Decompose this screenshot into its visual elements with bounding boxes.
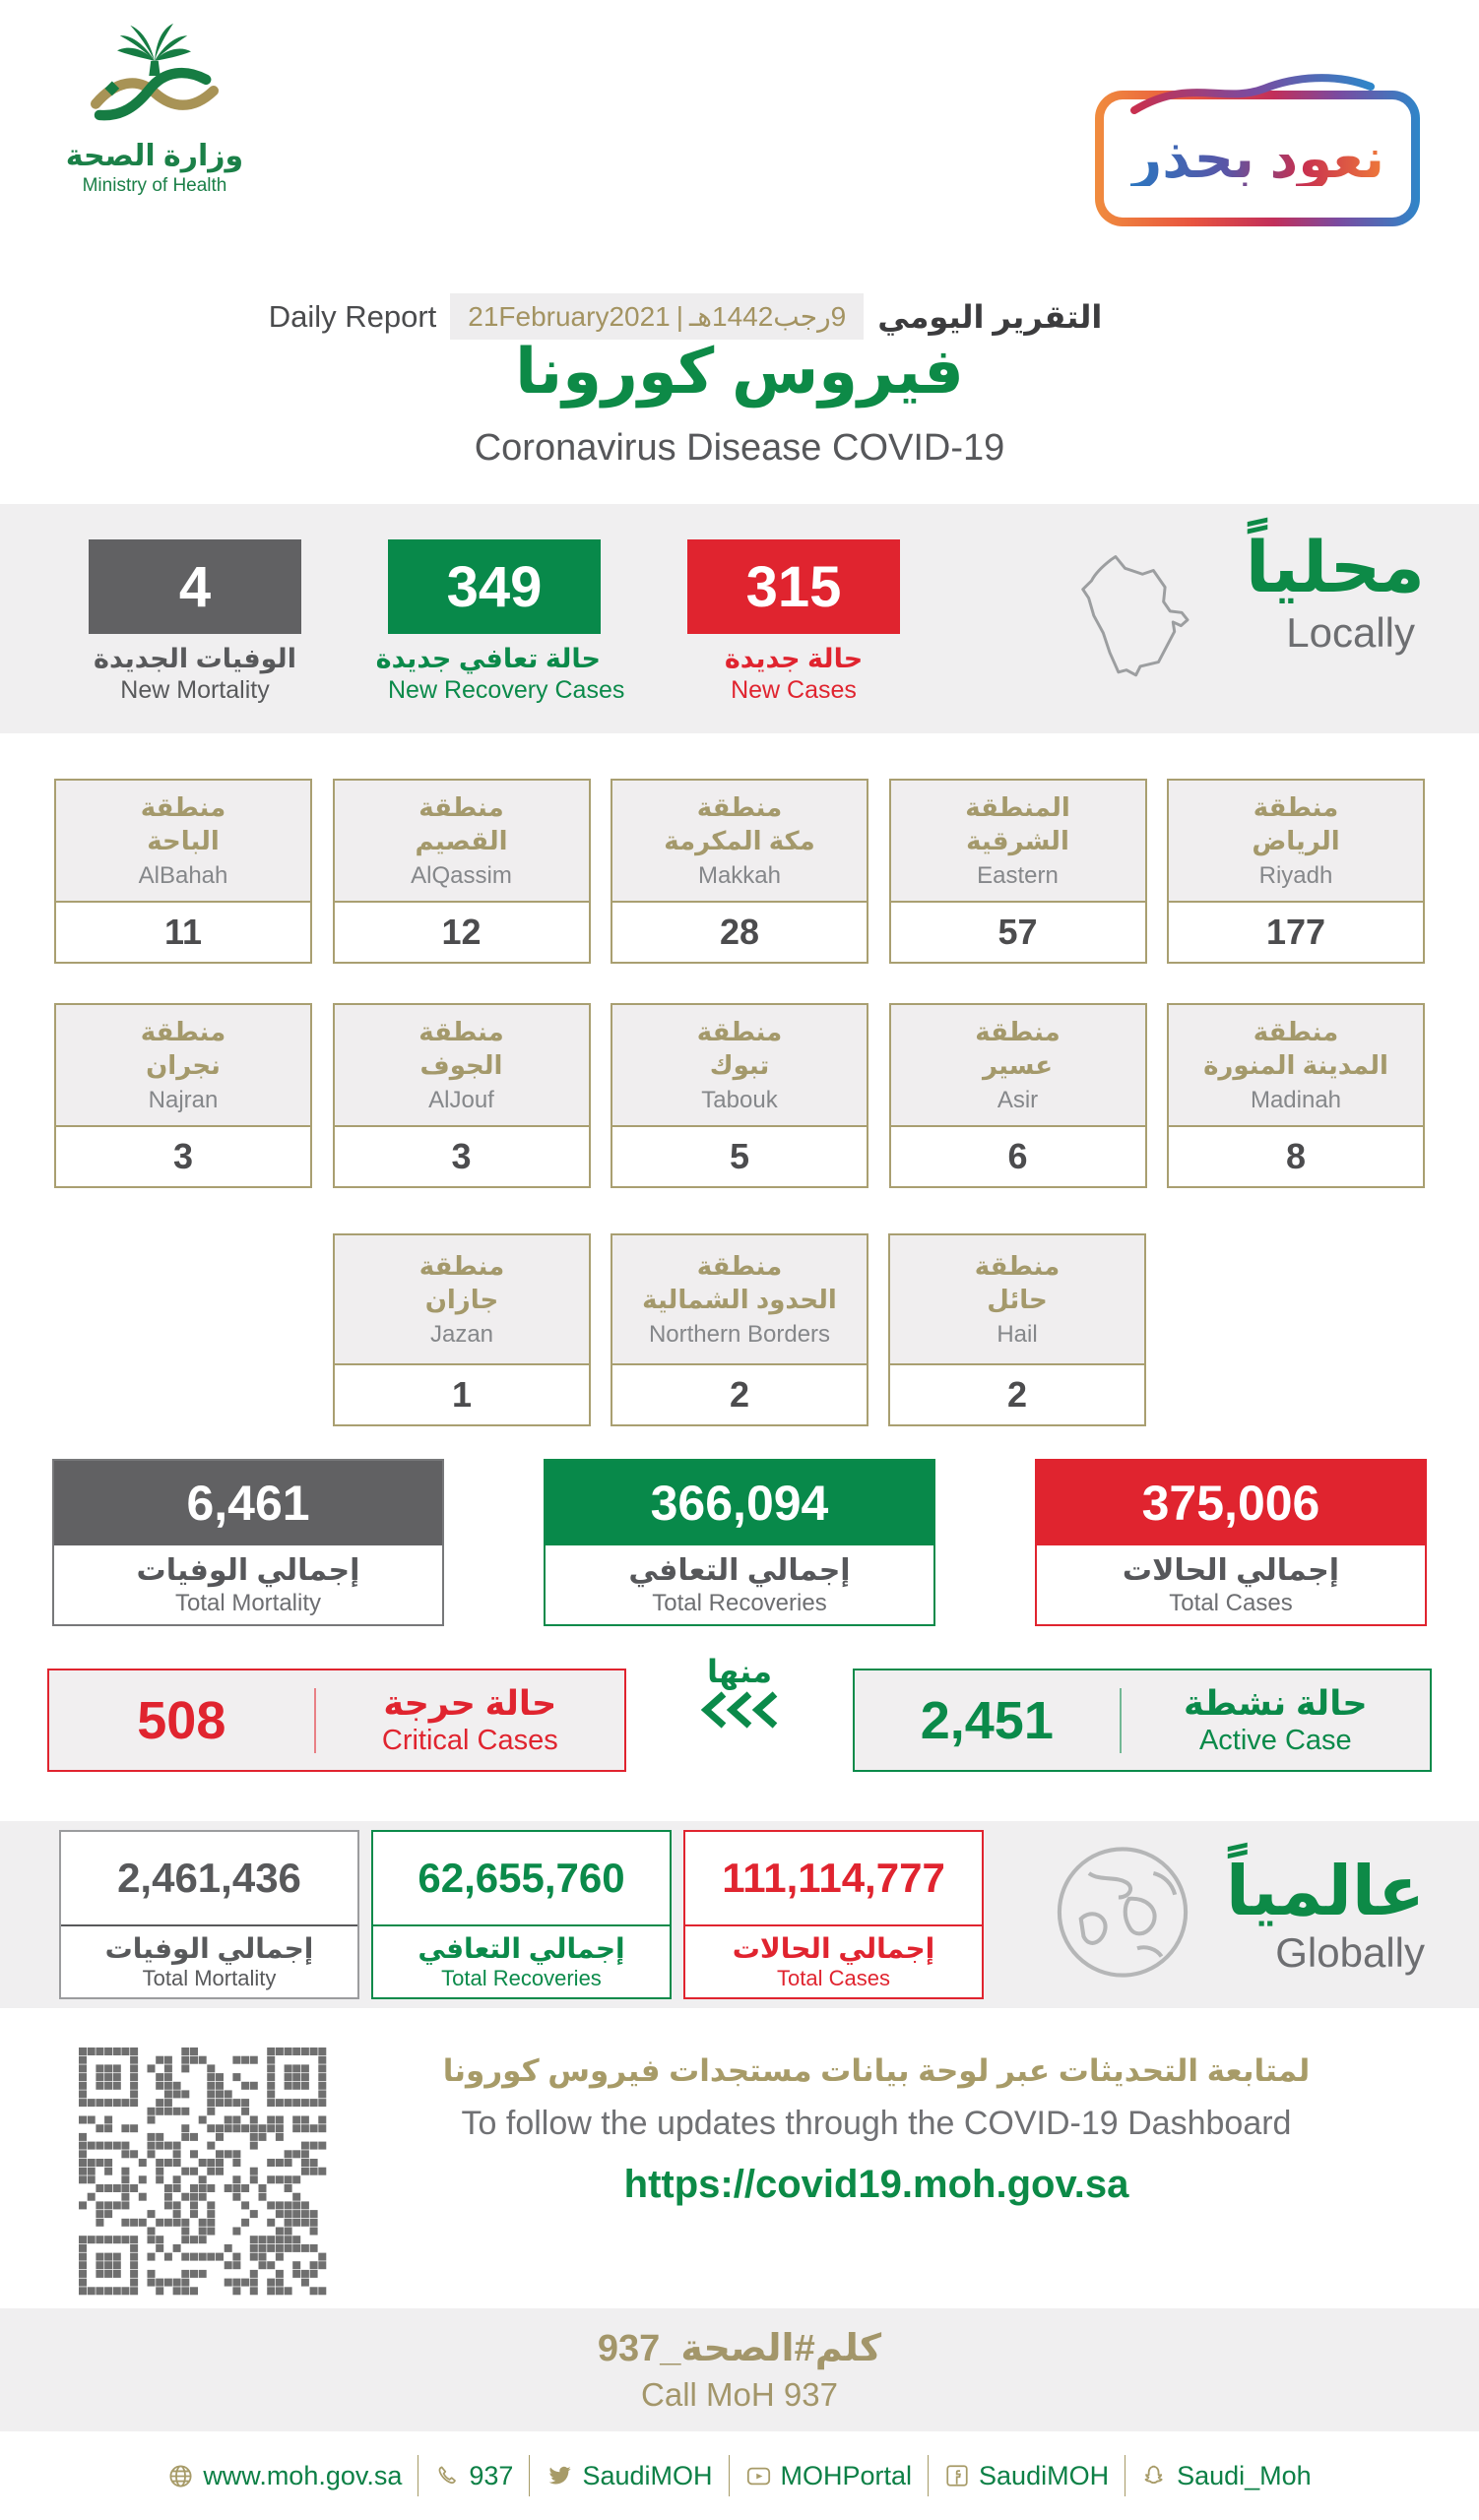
region-en-name: AlQassim — [411, 862, 512, 890]
critical-cases-label-en: Critical Cases — [381, 1724, 558, 1756]
phone-icon — [434, 2463, 460, 2488]
report-title-row — [0, 293, 1425, 340]
region-ar-line2: مكة المكرمة — [664, 825, 815, 855]
region-card-hail — [888, 1233, 1146, 1426]
divider — [529, 2455, 530, 2496]
region-card-madinah — [1167, 1003, 1425, 1188]
region-card-makkah — [611, 779, 868, 964]
total-mortality-value: 6,461 — [54, 1461, 442, 1545]
date-separator: | — [675, 300, 684, 332]
footer-social-bar — [0, 2431, 1479, 2520]
locally-section — [0, 504, 1479, 733]
new-cases-value: 315 — [687, 539, 900, 634]
daily-report-label-en: Daily Report — [268, 298, 437, 334]
of-which-indicator — [626, 1653, 853, 1772]
report-date — [450, 293, 864, 340]
region-ar-line2: الشرقية — [966, 825, 1069, 855]
footer-youtube-label: MOHPortal — [780, 2460, 913, 2490]
regions-row-1 — [0, 779, 1479, 964]
region-ar-line1: منطقة — [974, 1250, 1061, 1281]
locally-heading-ar: محلياً — [1245, 529, 1425, 607]
critical-active-section — [0, 1654, 1479, 1772]
region-en-name: Madinah — [1250, 1087, 1342, 1114]
total-mortality-label-en: Total Mortality — [174, 1589, 322, 1616]
region-ar-line1: منطقة — [418, 1016, 504, 1046]
moh-palm-icon — [81, 22, 228, 132]
region-ar-line2: الرياض — [1252, 825, 1340, 855]
region-card-alqassim — [333, 779, 591, 964]
page-title-arabic: فيروس كورونا — [515, 336, 964, 407]
dashboard-line-en: To follow the updates through the COVID-19 Dashboard — [461, 2105, 1292, 2142]
locally-heading-en: Locally — [1286, 609, 1415, 657]
divider — [928, 2455, 929, 2496]
left-chevrons-icon — [698, 1690, 781, 1730]
region-card-northern-borders — [611, 1233, 868, 1426]
critical-cases-box — [47, 1669, 626, 1772]
header-section — [0, 0, 1479, 504]
region-card-eastern — [889, 779, 1147, 964]
region-value: 2 — [612, 1365, 867, 1424]
region-value: 3 — [335, 1127, 589, 1186]
region-ar-line1: منطقة — [696, 791, 783, 822]
global-mortality-value: 2,461,436 — [61, 1832, 357, 1926]
active-cases-value: 2,451 — [920, 1690, 1054, 1750]
globally-section — [0, 1821, 1479, 2008]
global-cases-label-en: Total Cases — [777, 1966, 890, 1990]
ministry-name-english: Ministry of Health — [82, 175, 227, 196]
global-recoveries-label-en: Total Recoveries — [441, 1966, 602, 1990]
region-card-tabouk — [611, 1003, 868, 1188]
new-mortality-value: 4 — [89, 539, 301, 634]
locally-heading — [1246, 504, 1425, 733]
region-ar-line1: منطقة — [418, 1250, 505, 1281]
new-cases-label-ar: حالة جديدة — [724, 644, 864, 673]
region-ar-line1: منطقة — [696, 1250, 783, 1281]
return-with-caution-badge — [1095, 91, 1420, 226]
new-mortality-label-en: New Mortality — [120, 676, 270, 704]
region-en-name: Asir — [997, 1087, 1039, 1114]
region-value: 28 — [612, 903, 867, 962]
new-recovery-label-ar: حالة تعافي جديدة — [375, 644, 601, 673]
youtube-icon — [745, 2463, 772, 2489]
global-mortality-label-en: Total Mortality — [142, 1966, 277, 1990]
dashboard-line-ar: لمتابعة التحديثات عبر لوحة بيانات مستجدات فيروس كورونا — [442, 2053, 1311, 2088]
region-value: 177 — [1169, 903, 1423, 962]
region-value: 57 — [891, 903, 1145, 962]
globe-icon — [167, 2463, 194, 2489]
new-cases-stat — [687, 539, 900, 733]
footer-youtube-link[interactable] — [745, 2461, 913, 2491]
page-title-english: Coronavirus Disease COVID-19 — [474, 427, 1005, 469]
global-recoveries-value: 62,655,760 — [373, 1832, 670, 1926]
region-en-name: Jazan — [429, 1321, 494, 1349]
globally-heading-en: Globally — [1275, 1928, 1425, 1976]
badge-text: نعود بحذر — [1129, 127, 1384, 189]
critical-cases-label-ar: حالة حرجة — [383, 1683, 557, 1723]
region-value: 2 — [890, 1365, 1144, 1424]
region-en-name: Eastern — [977, 862, 1059, 890]
region-en-name: Makkah — [697, 862, 782, 890]
total-recoveries-value: 366,094 — [546, 1461, 933, 1545]
region-value: 8 — [1169, 1127, 1423, 1186]
snapchat-icon — [1141, 2463, 1168, 2489]
region-en-name: Riyadh — [1258, 862, 1333, 890]
footer-phone-link[interactable] — [434, 2461, 513, 2491]
region-en-name: Hail — [997, 1321, 1038, 1349]
of-which-label-ar: منها — [706, 1654, 772, 1689]
footer-website-label: www.moh.gov.sa — [203, 2460, 403, 2490]
region-ar-line1: منطقة — [1253, 1016, 1339, 1046]
new-recovery-value: 349 — [388, 539, 601, 634]
globally-heading — [1226, 1854, 1425, 1977]
globally-heading-ar: عالمياً — [1225, 1852, 1425, 1929]
dashboard-url-link[interactable]: https://covid19.moh.gov.sa — [623, 2163, 1129, 2206]
regions-row-3 — [0, 1233, 1479, 1426]
active-cases-label-en: Active Case — [1198, 1724, 1352, 1756]
dashboard-section — [0, 2008, 1479, 2308]
region-ar-line2: الجوف — [419, 1049, 503, 1080]
divider — [314, 1688, 316, 1753]
qr-code — [79, 2048, 327, 2296]
global-mortality-card — [59, 1830, 359, 1999]
region-ar-line2: المدينة المنورة — [1203, 1049, 1388, 1080]
total-mortality-label-ar: إجمالي الوفيات — [136, 1553, 360, 1587]
footer-phone-label: 937 — [469, 2460, 514, 2490]
totals-section — [0, 1459, 1479, 1626]
region-value: 11 — [56, 903, 310, 962]
region-value: 1 — [335, 1365, 589, 1424]
contact-band — [0, 2308, 1479, 2431]
region-value: 3 — [56, 1127, 310, 1186]
region-en-name: Northern Borders — [648, 1321, 831, 1349]
total-recoveries-label-ar: إجمالي التعافي — [628, 1553, 851, 1587]
region-en-name: Tabouk — [701, 1087, 778, 1114]
region-ar-line2: الحدود الشمالية — [642, 1284, 837, 1314]
region-ar-line2: القصيم — [415, 825, 508, 855]
saudi-arabia-map-icon — [1065, 504, 1218, 733]
global-cases-card — [683, 1830, 984, 1999]
region-ar-line2: عسير — [982, 1049, 1053, 1080]
total-cases-label-en: Total Cases — [1169, 1589, 1293, 1616]
total-cases-value: 375,006 — [1037, 1461, 1425, 1545]
region-ar-line1: منطقة — [1253, 791, 1339, 822]
region-ar-line2: الباحة — [147, 825, 220, 855]
region-ar-line2: جازان — [424, 1284, 499, 1314]
region-ar-line1: منطقة — [418, 791, 504, 822]
region-ar-line1: منطقة — [696, 1016, 783, 1046]
footer-twitter-link[interactable] — [546, 2461, 712, 2491]
new-cases-label-en: New Cases — [731, 676, 857, 704]
footer-snapchat-label: Saudi_Moh — [1177, 2460, 1312, 2490]
total-cases-label-ar: إجمالي الحالات — [1122, 1553, 1340, 1587]
region-card-jazan — [333, 1233, 591, 1426]
report-date-hijri: 9رجب1442هـ — [689, 301, 847, 332]
active-cases-label-ar: حالة نشطة — [1184, 1683, 1368, 1723]
global-recoveries-card — [371, 1830, 672, 1999]
regions-section — [0, 733, 1479, 1426]
region-ar-line1: منطقة — [140, 791, 226, 822]
region-ar-line2: تبوك — [709, 1049, 770, 1080]
global-recoveries-label-ar: إجمالي التعافي — [418, 1933, 625, 1964]
report-date-gregorian: 21February2021 — [468, 300, 671, 332]
region-en-name: Najran — [148, 1087, 219, 1114]
global-cases-value: 111,114,777 — [685, 1832, 982, 1926]
twitter-icon — [546, 2462, 573, 2489]
regions-row-2 — [0, 1003, 1479, 1188]
badge-swoosh-icon — [1128, 67, 1375, 116]
footer-twitter-label: SaudiMOH — [582, 2460, 713, 2490]
region-ar-line1: المنطقة — [965, 791, 1070, 822]
new-recovery-label-en: New Recovery Cases — [388, 676, 625, 704]
footer-snapchat-link[interactable] — [1141, 2461, 1312, 2491]
region-ar-line1: منطقة — [975, 1016, 1061, 1046]
region-card-asir — [889, 1003, 1147, 1188]
total-recoveries-card — [544, 1459, 935, 1626]
active-cases-box — [853, 1669, 1432, 1772]
new-mortality-stat — [89, 539, 301, 733]
divider — [729, 2455, 730, 2496]
facebook-icon — [944, 2463, 970, 2488]
hashtag-arabic: كلم#الصحة_937 — [597, 2328, 882, 2369]
footer-facebook-label: SaudiMOH — [979, 2460, 1110, 2490]
region-card-aljouf — [333, 1003, 591, 1188]
region-ar-line2: حائل — [987, 1284, 1048, 1314]
region-en-name: AlBahah — [138, 862, 228, 890]
globe-icon — [1049, 1831, 1196, 1998]
region-ar-line1: منطقة — [140, 1016, 226, 1046]
region-value: 5 — [612, 1127, 867, 1186]
new-mortality-label-ar: الوفيات الجديدة — [94, 644, 296, 673]
new-recovery-stat — [375, 539, 625, 733]
total-cases-card — [1035, 1459, 1427, 1626]
daily-report-label-ar: التقرير اليومي — [877, 298, 1103, 335]
moh-logo — [56, 22, 253, 197]
region-en-name: AlJouf — [428, 1087, 494, 1114]
global-mortality-label-ar: إجمالي الوفيات — [104, 1933, 314, 1964]
region-ar-line2: نجران — [146, 1049, 221, 1080]
ministry-name-arabic: وزارة الصحة — [65, 140, 244, 172]
locally-stats — [0, 504, 900, 733]
region-card-najran — [54, 1003, 312, 1188]
total-mortality-card — [52, 1459, 444, 1626]
region-value: 6 — [891, 1127, 1145, 1186]
footer-facebook-link[interactable] — [944, 2461, 1109, 2491]
divider — [1120, 1688, 1122, 1753]
footer-website-link[interactable] — [167, 2461, 402, 2491]
call-moh-label: Call MoH 937 — [641, 2376, 838, 2413]
region-card-riyadh — [1167, 779, 1425, 964]
total-recoveries-label-en: Total Recoveries — [652, 1589, 827, 1616]
region-value: 12 — [335, 903, 589, 962]
global-cases-label-ar: إجمالي الحالات — [732, 1933, 935, 1964]
critical-cases-value: 508 — [137, 1690, 226, 1750]
region-card-albahah — [54, 779, 312, 964]
